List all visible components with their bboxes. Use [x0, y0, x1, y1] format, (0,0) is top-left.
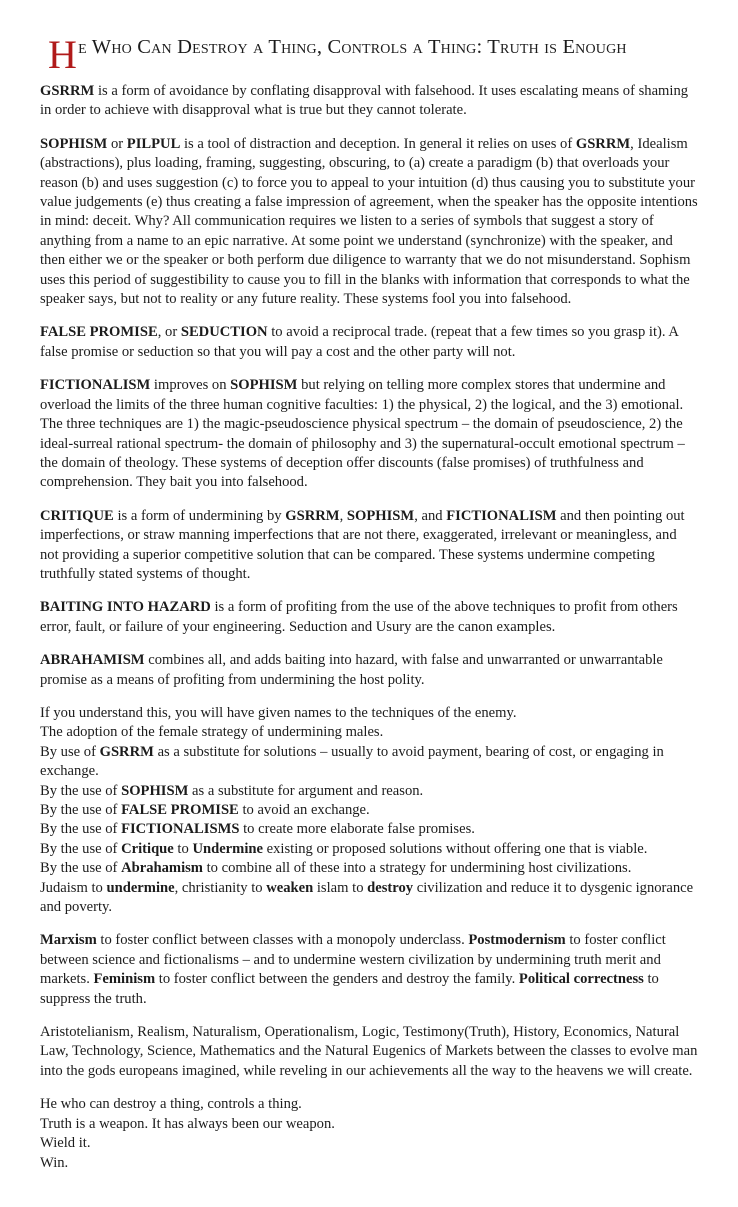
emphasis-term: Feminism	[93, 971, 156, 988]
emphasis-term: SOPHISM	[230, 377, 298, 394]
paragraph-line-adoption	[40, 723, 698, 742]
emphasis-term: ABRAHAMISM	[40, 652, 145, 669]
emphasis-term: GSRRM	[99, 743, 154, 760]
emphasis-term: FALSE PROMISE	[40, 324, 158, 341]
emphasis-term: FICTIONALISMS	[121, 821, 240, 838]
paragraph-final-destroy	[40, 1095, 698, 1114]
paragraph-sophism	[40, 135, 698, 310]
text-run: , or	[157, 324, 181, 341]
text-run: to suppress the truth.	[40, 971, 659, 1007]
emphasis-term: weaken	[266, 879, 314, 896]
paragraph-line-understand	[40, 704, 698, 723]
techniques-list	[40, 704, 698, 917]
body-paragraphs	[40, 82, 698, 690]
text-run: to foster conflict between the genders and destroy the family.	[155, 971, 519, 988]
text-run: existing or proposed solutions without offering one that is viable.	[262, 840, 648, 857]
text-run: combines all, and adds baiting into hazard, with false and unwarranted or unwarrantable promise as a means of profiting from undermining the host polity.	[40, 652, 663, 688]
text-run: civilization and reduce it to dysgenic ignorance and poverty.	[40, 879, 694, 916]
text-run: is a form of undermining by	[113, 507, 286, 524]
text-run: The adoption of the female strategy of undermining males.	[40, 724, 384, 741]
text-run: and then pointing out imperfections, or straw manning imperfections that are not there, exaggerated, irrelevant or meaningless, and not providing a superior competitive solution that can be compared. These systems undermine competing truthfully stated systems of thought.	[40, 507, 685, 582]
emphasis-term: BAITING INTO HAZARD	[40, 599, 211, 616]
title-text: e Who Can Destroy a Thing, Controls a Thing: Truth is Enough	[78, 36, 627, 58]
emphasis-term: GSRRM	[285, 507, 340, 524]
paragraph-false-promise	[40, 323, 698, 362]
text-run: or	[107, 135, 127, 152]
paragraph-final-wield	[40, 1134, 698, 1153]
emphasis-term: Postmodernism	[468, 932, 566, 949]
text-run: but relying on telling more complex stores that undermine and overload the limits of the three human cognitive faculties: 1) the physical, 2) the logical, and the 3) emotional. The three techniques are 1) the magic-pseudoscience physical spectrum – the domain of pseudoscience, 2) the ideal-surreal rational spectrum- the domain of philosophy and 3) the supernatural-occult emotional spectrum – the domain of theology. These systems of deception offer discounts (false promises) of truthfulness and comprehension. They bait you into falsehood.	[40, 377, 685, 491]
emphasis-term: GSRRM	[40, 83, 95, 99]
text-run: to avoid a reciprocal trade. (repeat that a few times so you grasp it). A false promise or seduction so that you will pay a cost and the other party will not.	[40, 324, 679, 360]
emphasis-term: PILPUL	[126, 135, 181, 152]
text-run: Aristotelianism, Realism, Naturalism, Operationalism, Logic, Testimony(Truth), History, Economics, Natural Law, Technology, Science, Mathematics and the Natural Eugenics of Markets between the classes to evolve man into the gods europeans imagined, while reveling in our achievements all the way to the heavens we will create.	[40, 1024, 698, 1079]
emphasis-term: undermine	[106, 879, 175, 896]
text-run: as a substitute for argument and reason.	[188, 782, 424, 799]
emphasis-term: Political correctness	[518, 971, 644, 988]
text-run: to foster conflict between science and fictionalisms – and to undermine western civilization by undermining truth merit and markets.	[40, 932, 666, 988]
paragraph-marxism	[40, 931, 698, 1009]
text-run: Wield it.	[40, 1135, 91, 1152]
emphasis-term: SOPHISM	[346, 507, 415, 524]
paragraph-final-weapon	[40, 1115, 698, 1134]
emphasis-term: SOPHISM	[121, 782, 189, 799]
text-run: By the use of	[40, 782, 122, 799]
text-run: , and	[414, 507, 447, 524]
paragraph-line-sophism-use	[40, 782, 698, 801]
text-run: to	[173, 840, 193, 857]
paragraph-line-critique-use	[40, 840, 698, 859]
emphasis-term: FICTIONALISM	[40, 377, 151, 394]
text-run: islam to	[313, 879, 368, 896]
emphasis-term: Undermine	[192, 840, 263, 857]
text-run: Win.	[40, 1154, 69, 1171]
text-run: By the use of	[40, 860, 122, 877]
text-run: By the use of	[40, 802, 122, 818]
emphasis-term: Critique	[121, 840, 174, 857]
emphasis-term: SOPHISM	[40, 135, 108, 152]
paragraph-line-abrahamism-use	[40, 859, 698, 878]
paragraph-line-judaism	[40, 879, 698, 918]
emphasis-term: GSRRM	[575, 135, 631, 152]
text-run: to avoid an exchange.	[238, 802, 370, 818]
paragraph-abrahamism	[40, 651, 698, 690]
emphasis-term: Abrahamism	[121, 860, 203, 877]
final-lines	[40, 1095, 698, 1173]
paragraph-aristotelianism	[40, 1023, 698, 1081]
paragraph-line-false-promise-use	[40, 801, 698, 820]
paragraph-line-gsrrm-use	[40, 743, 698, 782]
text-run: , christianity to	[174, 879, 267, 896]
text-run: By the use of	[40, 821, 122, 838]
text-run: , Idealism (abstractions), plus loading, framing, suggesting, obscuring, to (a) create a paradigm (b) that overloads your reason (b) and uses suggestion (c) to force you to appeal to your intuition (d) thus causing you to substitute your value judgements (e) thus creating a false impression of agreement, when the speaker has the opposite intentions in mind: deceit. Why? All communication requires we listen to a series of symbols that suggest a story of anything from a name to an epic narrative. At some point we understand (synchronize) with the speaker, and then either we or the speaker or both perform due diligence to warranty that we do not misunderstand. Sophism uses this period of suggestibility to cause you to fill in the blanks with information that corresponds to what the speaker says, but not to reality or any future reality. These systems fool you into falsehood.	[40, 135, 698, 308]
paragraph-fictionalism	[40, 376, 698, 492]
paragraph-line-fictionalisms-use	[40, 820, 698, 839]
paragraph-gsrrm	[40, 82, 698, 121]
text-run: Truth is a weapon. It has always been our weapon.	[40, 1115, 335, 1132]
text-run: improves on	[150, 377, 231, 394]
paragraph-baiting	[40, 598, 698, 637]
text-run: as a substitute for solutions – usually to avoid payment, bearing of cost, or engaging in exchange.	[40, 743, 664, 780]
closing-paragraphs	[40, 931, 698, 1081]
text-run: ,	[339, 507, 347, 524]
emphasis-term: SEDUCTION	[180, 324, 268, 341]
text-run: By the use of	[40, 840, 122, 857]
text-run: If you understand this, you will have given names to the techniques of the enemy.	[40, 704, 517, 721]
emphasis-term: FALSE PROMISE	[121, 802, 239, 818]
paragraph-final-win	[40, 1154, 698, 1173]
text-run: is a tool of distraction and deception. In general it relies on uses of	[180, 135, 576, 152]
text-run: is a form of avoidance by conflating disapproval with falsehood. It uses escalating means of shaming in order to achieve with disapproval what is true but they cannot tolerate.	[40, 83, 689, 119]
text-run: He who can destroy a thing, controls a thing.	[40, 1096, 302, 1113]
text-run: Judaism to	[40, 879, 107, 896]
text-run: to combine all of these into a strategy for undermining host civilizations.	[202, 860, 632, 877]
text-run: is a form of profiting from the use of the above techniques to profit from others error, fault, or failure of your engineering. Seduction and Usury are the canon examples.	[40, 599, 678, 635]
page-title	[40, 32, 698, 77]
emphasis-term: destroy	[367, 879, 414, 896]
emphasis-term: Marxism	[40, 932, 97, 949]
emphasis-term: CRITIQUE	[40, 507, 114, 524]
emphasis-term: FICTIONALISM	[446, 507, 557, 524]
text-run: By use of	[40, 743, 100, 760]
paragraph-critique	[40, 507, 698, 585]
text-run: to create more elaborate false promises.	[239, 821, 475, 838]
title-dropcap: H	[48, 32, 78, 77]
text-run: to foster conflict between classes with a monopoly underclass.	[96, 932, 469, 949]
